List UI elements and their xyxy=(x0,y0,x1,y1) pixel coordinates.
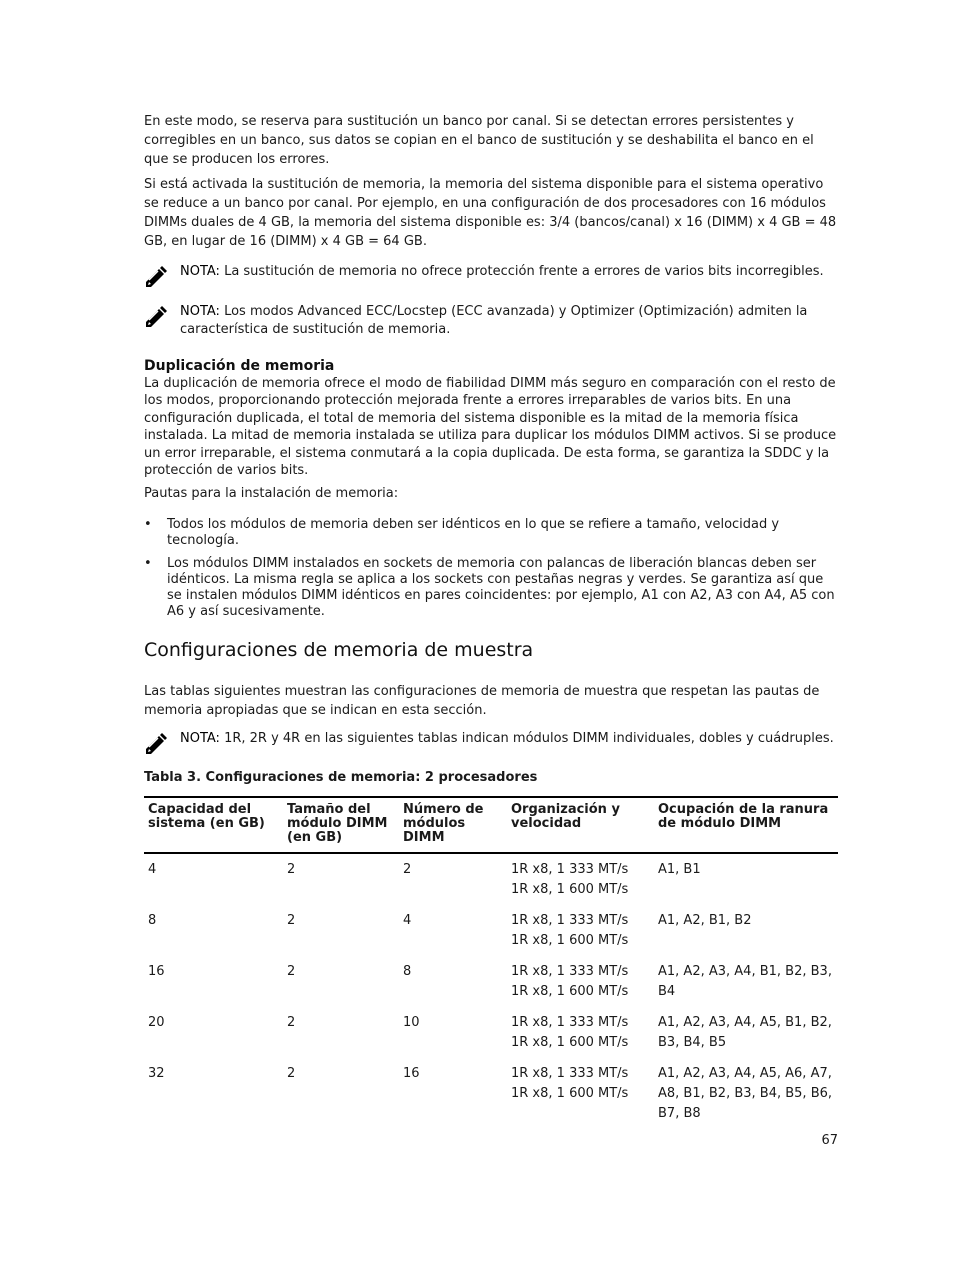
cell-dimm-size: 2 xyxy=(287,964,296,980)
cell-dimm-count: 4 xyxy=(403,913,412,929)
table-row xyxy=(144,1058,838,1129)
cell-dimm-size: 2 xyxy=(287,862,296,878)
list-item: • Todos los módulos de memoria deben ser idénticos en lo que se refiere a tamaño, velocidad y tecnología. xyxy=(144,517,780,549)
mirroring-paragraph: La duplicación de memoria ofrece el modo de fiabilidad DIMM más seguro en comparación con el resto de los modos, proporcionando protección mejorada frente a errores irreparables de varios bits. En una configuración duplicada, el total de memoria del sistema disponible es la mitad de la memoria física instalada. La mitad de memoria instalada se utiliza para duplicar los módulos DIMM activos. Si se produce un error irreparable, el sistema conmutará a la copia duplicada. De esta forma, se garantiza la SDDC y la protección de varios bits. xyxy=(144,376,837,479)
header-capacity: Capacidad del sistema (en GB) xyxy=(144,797,283,853)
note-pencil-icon xyxy=(144,305,168,329)
sparing-paragraph: En este modo, se reserva para sustitución un banco por canal. Si se detectan errores persistentes y corregibles en un banco, sus datos se copian en el banco de sustitución y se deshabilita el banco en el que se producen los errores. xyxy=(144,114,814,167)
table-row xyxy=(144,956,838,1007)
sparing-example-paragraph: Si está activada la sustitución de memoria, la memoria del sistema disponible para el sistema operativo se reduce a un banco por canal. Por ejemplo, en una configuración de dos procesadores con 16 módulos DIMMs duales de 4 GB, la memoria del sistema disponible es: 3/4 (bancos/canal) x 16 (DIMM) x 4 GB = 48 GB, en lugar de 16 (DIMM) x 4 GB = 64 GB. xyxy=(144,177,837,249)
cell-slot-population: A1, A2, A3, A4, A5, A6, A7, A8, B1, B2, B3, B4, B5, B6, B7, B8 xyxy=(658,1066,833,1122)
cell-dimm-count: 16 xyxy=(403,1066,420,1082)
cell-slot-population: A1, B1 xyxy=(658,862,701,878)
note-label: NOTA: xyxy=(180,304,220,319)
cell-capacity: 4 xyxy=(148,862,157,878)
note-label: NOTA: xyxy=(180,264,220,279)
cell-slot-population: A1, A2, A3, A4, A5, B1, B2, B3, B4, B5 xyxy=(658,1015,832,1051)
table-header-row xyxy=(144,797,838,853)
note-1 xyxy=(144,263,838,289)
note-text: Los modos Advanced ECC/Locstep (ECC avanzada) y Optimizer (Optimización) admiten la característica de sustitución de memoria. xyxy=(180,304,808,337)
cell-capacity: 20 xyxy=(148,1015,165,1031)
cell-dimm-size: 2 xyxy=(287,1066,296,1082)
table-caption: Tabla 3. Configuraciones de memoria: 2 procesadores xyxy=(144,770,538,786)
note-label: NOTA: xyxy=(180,731,220,747)
cell-dimm-size: 2 xyxy=(287,1015,296,1031)
page-number: 67 xyxy=(821,1133,838,1148)
cell-dimm-size: 2 xyxy=(287,913,296,929)
cell-capacity: 8 xyxy=(148,913,157,929)
memory-config-table xyxy=(144,796,838,1129)
cell-organization: 1R x8, 1 333 MT/s 1R x8, 1 600 MT/s xyxy=(511,862,629,898)
cell-dimm-count: 10 xyxy=(403,1015,420,1031)
header-slot-population: Ocupación de la ranura de módulo DIMM xyxy=(654,797,838,853)
note-3 xyxy=(144,730,838,756)
mirroring-heading: Duplicación de memoria xyxy=(144,358,335,374)
sample-config-intro: Las tablas siguientes muestran las configuraciones de memoria de muestra que respetan las pautas de memoria apropiadas que se indican en esta sección. xyxy=(144,684,820,719)
bullet-icon: • xyxy=(144,517,152,533)
table-row xyxy=(144,853,838,905)
guidelines-list xyxy=(144,517,838,620)
header-dimm-count: Número de módulos DIMM xyxy=(399,797,507,853)
table-row xyxy=(144,1007,838,1058)
cell-organization: 1R x8, 1 333 MT/s 1R x8, 1 600 MT/s xyxy=(511,913,629,949)
bullet-icon: • xyxy=(144,556,152,572)
cell-dimm-count: 8 xyxy=(403,964,412,980)
header-dimm-size: Tamaño del módulo DIMM (en GB) xyxy=(283,797,399,853)
note-text: La sustitución de memoria no ofrece protección frente a errores de varios bits incorregibles. xyxy=(219,264,824,279)
cell-slot-population: A1, A2, A3, A4, B1, B2, B3, B4 xyxy=(658,964,832,1000)
cell-organization: 1R x8, 1 333 MT/s 1R x8, 1 600 MT/s xyxy=(511,1066,629,1102)
cell-capacity: 16 xyxy=(148,964,165,980)
cell-dimm-count: 2 xyxy=(403,862,412,878)
guidelines-intro: Pautas para la instalación de memoria: xyxy=(144,486,399,502)
table-row xyxy=(144,905,838,956)
note-pencil-icon xyxy=(144,265,168,289)
page-content xyxy=(144,112,838,1129)
cell-slot-population: A1, A2, B1, B2 xyxy=(658,913,752,929)
header-organization: Organización y velocidad xyxy=(507,797,654,853)
note-2 xyxy=(144,303,838,339)
sample-config-heading: Configuraciones de memoria de muestra xyxy=(144,639,534,662)
list-item: • Los módulos DIMM instalados en sockets de memoria con palancas de liberación blancas deben ser idénticos. La misma regla se aplica a los sockets con pestañas negras y verdes. Se garantiza así que se instalen módulos DIMM idénticos en pares coincidentes: por ejemplo, A1 con A2, A3 con A4, A5 con A6 y así sucesivamente. xyxy=(144,556,835,620)
note-pencil-icon xyxy=(144,732,168,756)
note-text: 1R, 2R y 4R en las siguientes tablas indican módulos DIMM individuales, dobles y cuádruples. xyxy=(219,731,834,747)
cell-capacity: 32 xyxy=(148,1066,165,1082)
cell-organization: 1R x8, 1 333 MT/s 1R x8, 1 600 MT/s xyxy=(511,964,629,1000)
cell-organization: 1R x8, 1 333 MT/s 1R x8, 1 600 MT/s xyxy=(511,1015,629,1051)
